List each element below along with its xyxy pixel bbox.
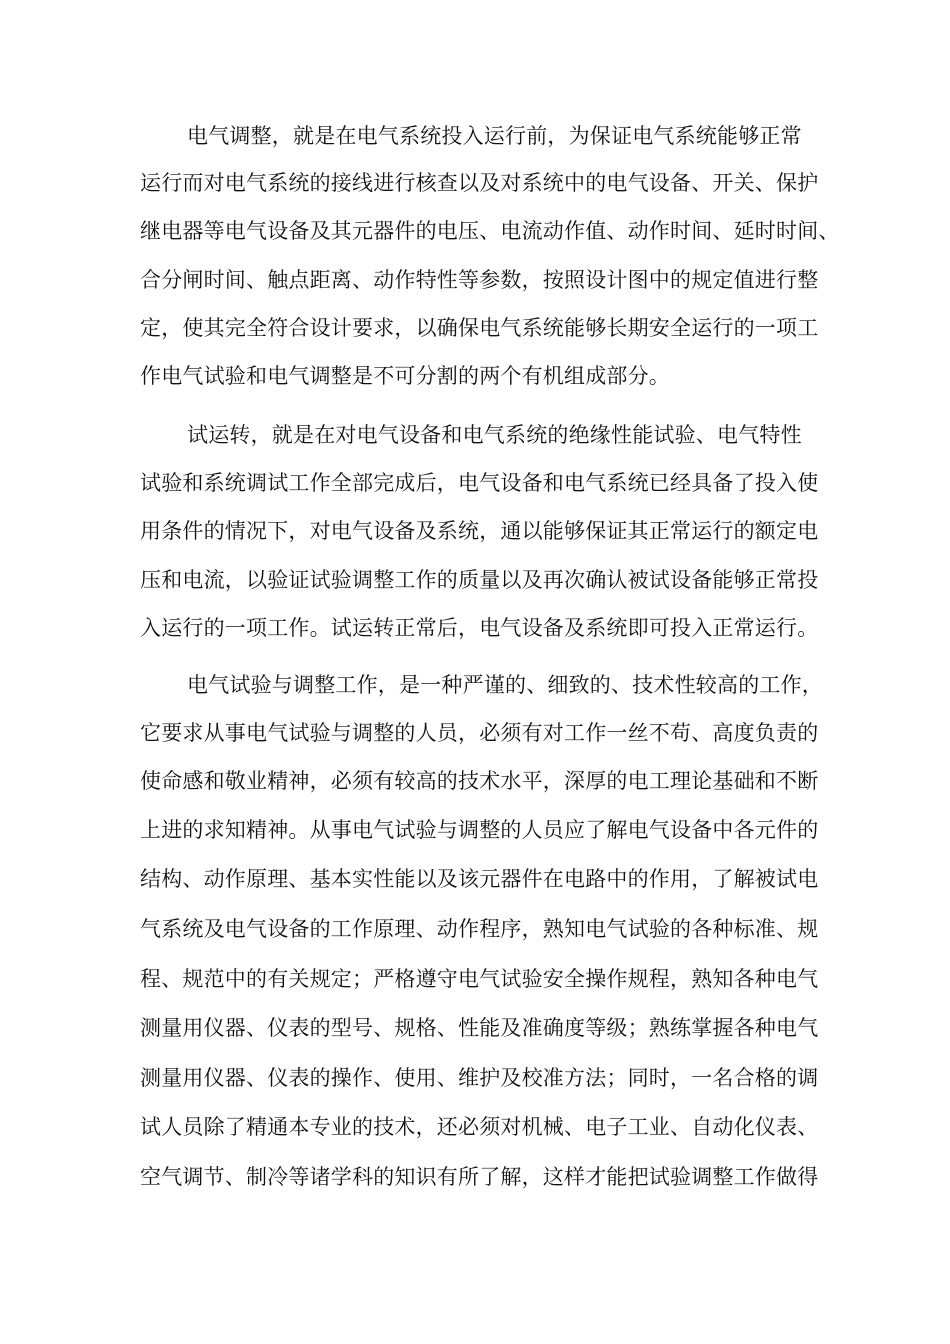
paragraph-2-line-3: 用条件的情况下，对电气设备及系统，通以能够保证其正常运行的额定电 bbox=[140, 519, 819, 543]
paragraph-1-line-5: 定，使其完全符合设计要求，以确保电气系统能够长期安全运行的一项工 bbox=[140, 316, 819, 340]
paragraph-3-line-8: 测量用仪器、仪表的型号、规格、性能及准确度等级；熟练掌握各种电气 bbox=[140, 1016, 819, 1040]
paragraph-3-line-1: 电气试验与调整工作，是一种严谨的、细致的、技术性较高的工作， bbox=[187, 673, 823, 697]
paragraph-1-line-6: 作电气试验和电气调整是不可分割的两个有机组成部分。 bbox=[140, 364, 670, 388]
paragraph-3-line-3: 使命感和敬业精神，必须有较高的技术水平，深厚的电工理论基础和不断 bbox=[140, 769, 819, 793]
paragraph-2-line-2: 试验和系统调试工作全部完成后，电气设备和电气系统已经具备了投入使 bbox=[140, 471, 819, 495]
paragraph-3-line-4: 上进的求知精神。从事电气试验与调整的人员应了解电气设备中各元件的 bbox=[140, 818, 819, 842]
paragraph-2-line-4: 压和电流，以验证试验调整工作的质量以及再次确认被试设备能够正常投 bbox=[140, 568, 819, 592]
paragraph-3-line-5: 结构、动作原理、基本实性能以及该元器件在电路中的作用，了解被试电 bbox=[140, 867, 819, 891]
paragraph-1-line-2: 运行而对电气系统的接线进行核查以及对系统中的电气设备、开关、保护 bbox=[140, 171, 819, 195]
paragraph-3-line-9: 测量用仪器、仪表的操作、使用、维护及校准方法；同时，一名合格的调 bbox=[140, 1066, 819, 1090]
paragraph-3-line-10: 试人员除了精通本专业的技术，还必须对机械、电子工业、自动化仪表、 bbox=[140, 1115, 819, 1139]
paragraph-3-line-2: 它要求从事电气试验与调整的人员，必须有对工作一丝不苟、高度负责的 bbox=[140, 721, 819, 745]
paragraph-1-line-3: 继电器等电气设备及其元器件的电压、电流动作值、动作时间、延时时间、 bbox=[140, 219, 840, 243]
paragraph-1-line-4: 合分闸时间、触点距离、动作特性等参数，按照设计图中的规定值进行整 bbox=[140, 268, 819, 292]
paragraph-2-line-5: 入运行的一项工作。试运转正常后，电气设备及系统即可投入正常运行。 bbox=[140, 616, 819, 640]
paragraph-3-line-11: 空气调节、制冷等诸学科的知识有所了解，这样才能把试验调整工作做得 bbox=[140, 1165, 819, 1189]
paragraph-3-line-7: 程、规范中的有关规定；严格遵守电气试验安全操作规程，熟知各种电气 bbox=[140, 967, 819, 991]
paragraph-3-line-6: 气系统及电气设备的工作原理、动作程序，熟知电气试验的各种标准、规 bbox=[140, 917, 819, 941]
paragraph-1-line-1: 电气调整，就是在电气系统投入运行前，为保证电气系统能够正常 bbox=[187, 124, 802, 148]
paragraph-2-line-1: 试运转，就是在对电气设备和电气系统的绝缘性能试验、电气特性 bbox=[187, 423, 802, 447]
